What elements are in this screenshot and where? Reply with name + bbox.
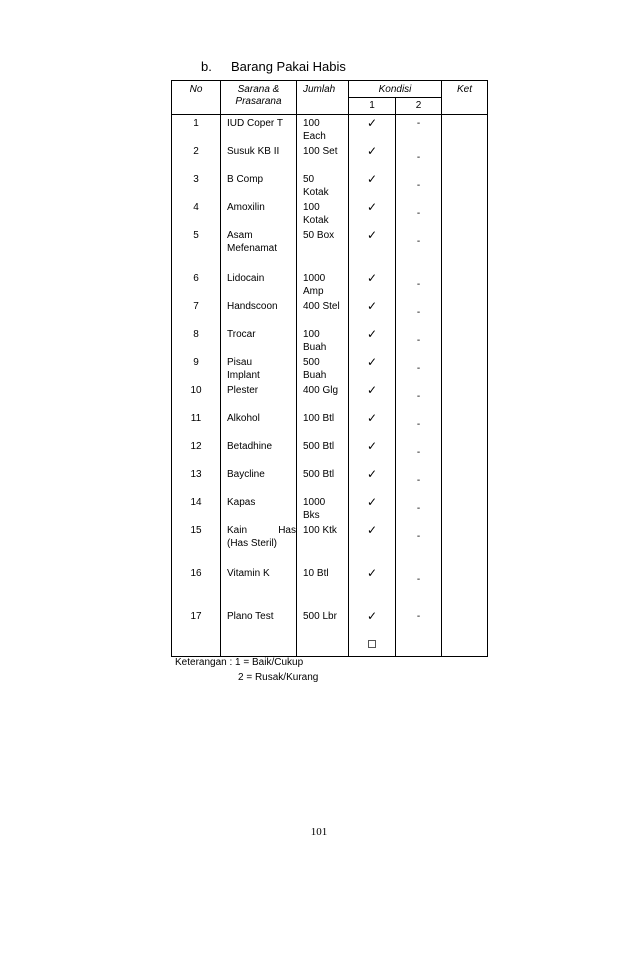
cell-sarana (221, 227, 297, 270)
cell-no: 11 (172, 410, 221, 438)
cell-sarana (221, 565, 297, 608)
cell-sarana-line: Pisau (227, 357, 253, 368)
check-icon: ✓ (349, 438, 396, 466)
cell-jumlah (297, 115, 349, 144)
cell-kondisi-2-dash: - (396, 227, 442, 270)
check-icon: ✓ (349, 466, 396, 494)
cell-sarana (221, 199, 297, 227)
cell-kondisi-2-dash: - (396, 270, 442, 298)
cell-no: 4 (172, 199, 221, 227)
cell-sarana (221, 354, 297, 382)
cell-ket (442, 438, 488, 466)
cell-ket (442, 199, 488, 227)
cell-jumlah (297, 565, 349, 608)
table-row (172, 270, 488, 298)
cell-no: 9 (172, 354, 221, 382)
cell-no: 16 (172, 565, 221, 608)
cell-jumlah-line: 500 Btl (303, 441, 335, 452)
cell-jumlah-line: Kotak (303, 215, 329, 226)
cell-empty (396, 636, 442, 656)
cell-jumlah (297, 171, 349, 199)
check-icon: ✓ (349, 270, 396, 298)
header-ket: Ket (442, 81, 488, 115)
cell-jumlah-line: 50 (303, 174, 315, 185)
cell-jumlah (297, 298, 349, 326)
cell-ket (442, 608, 488, 636)
cell-kondisi-2-dash: - (396, 410, 442, 438)
header-kondisi: Kondisi (349, 81, 442, 98)
check-icon: ✓ (349, 171, 396, 199)
cell-jumlah (297, 494, 349, 522)
cell-jumlah-line: 500 Btl (303, 469, 335, 480)
cell-kondisi-2-dash: - (396, 565, 442, 608)
cell-sarana (221, 438, 297, 466)
table-row (172, 298, 488, 326)
cell-ket (442, 115, 488, 144)
cell-ket (442, 410, 488, 438)
header-no: No (172, 81, 221, 115)
table-row (172, 354, 488, 382)
cell-kondisi-2-dash: - (396, 143, 442, 171)
cell-sarana-line: Amoxilin (227, 202, 265, 213)
cell-jumlah (297, 227, 349, 270)
cell-no: 14 (172, 494, 221, 522)
cell-jumlah-line: Buah (303, 370, 327, 381)
cell-sarana (221, 115, 297, 144)
check-icon: ✓ (349, 608, 396, 636)
table-row (172, 227, 488, 270)
cell-kondisi-2-dash: - (396, 115, 442, 144)
check-icon: ✓ (349, 354, 396, 382)
check-icon: ✓ (349, 115, 396, 144)
table-row (172, 608, 488, 636)
cell-no: 7 (172, 298, 221, 326)
cell-ket (442, 270, 488, 298)
cell-sarana-word: Has (278, 525, 296, 536)
cell-jumlah-line: 10 Btl (303, 568, 329, 579)
page-number: 101 (310, 826, 328, 838)
table-row (172, 522, 488, 565)
cell-kondisi-2-dash: - (396, 171, 442, 199)
cell-sarana (221, 494, 297, 522)
table-row (172, 466, 488, 494)
cell-jumlah-line: 1000 (303, 497, 326, 508)
cell-no: 6 (172, 270, 221, 298)
cell-no: 8 (172, 326, 221, 354)
cell-no: 13 (172, 466, 221, 494)
check-icon: ✓ (349, 199, 396, 227)
cell-sarana-line: (Has Steril) (227, 538, 278, 549)
table-row (172, 382, 488, 410)
table-row (172, 565, 488, 608)
inventory-table-body (172, 115, 488, 657)
check-icon: ✓ (349, 382, 396, 410)
cell-sarana (221, 326, 297, 354)
header-kondisi-1: 1 (349, 98, 396, 115)
cell-jumlah (297, 199, 349, 227)
cell-jumlah-line: 100 Btl (303, 413, 335, 424)
cell-sarana-line: Asam (227, 230, 253, 241)
legend (175, 655, 318, 685)
cell-ket (442, 143, 488, 171)
table-row (172, 438, 488, 466)
cell-jumlah-line: 100 Set (303, 146, 338, 157)
cell-jumlah-line: Kotak (303, 187, 329, 198)
cell-no: 15 (172, 522, 221, 565)
cell-sarana-line: B Comp (227, 174, 264, 185)
cell-jumlah-line: 400 Stel (303, 301, 340, 312)
cell-jumlah (297, 410, 349, 438)
table-row (172, 410, 488, 438)
cell-jumlah-line: 400 Glg (303, 385, 339, 396)
check-icon: ✓ (349, 326, 396, 354)
header-sarana-line2: Prasarana (235, 96, 282, 107)
cell-no: 2 (172, 143, 221, 171)
cell-jumlah-line: 100 (303, 329, 320, 340)
table-row (172, 143, 488, 171)
cell-empty (297, 636, 349, 656)
check-icon: ✓ (349, 522, 396, 565)
cell-kondisi-2-dash: - (396, 354, 442, 382)
cell-jumlah (297, 466, 349, 494)
cell-jumlah (297, 382, 349, 410)
cell-kondisi-2-dash: - (396, 382, 442, 410)
cell-kondisi-2-dash: - (396, 608, 442, 636)
cell-sarana-line: Alkohol (227, 413, 260, 424)
cell-jumlah-line: 100 (303, 202, 320, 213)
cell-kondisi-2-dash: - (396, 522, 442, 565)
cell-sarana-line: Susuk KB II (227, 146, 280, 157)
inventory-table (171, 80, 488, 657)
cell-jumlah (297, 354, 349, 382)
header-sarana-line1: Sarana & (237, 84, 280, 95)
cell-sarana (221, 270, 297, 298)
cell-jumlah-line: Amp (303, 286, 324, 297)
cell-ket (442, 494, 488, 522)
cell-jumlah (297, 438, 349, 466)
cell-no: 17 (172, 608, 221, 636)
cell-sarana-line: Baycline (227, 469, 265, 480)
check-icon: ✓ (349, 298, 396, 326)
cell-sarana-line: Plester (227, 385, 259, 396)
check-icon: ✓ (349, 565, 396, 608)
cell-kondisi-2-dash: - (396, 326, 442, 354)
cell-ket (442, 466, 488, 494)
cell-jumlah (297, 270, 349, 298)
cell-sarana (221, 466, 297, 494)
cell-sarana-line: Betadhine (227, 441, 273, 452)
cell-jumlah-line: 500 (303, 357, 320, 368)
cell-sarana (221, 608, 297, 636)
cell-kondisi-2-dash: - (396, 199, 442, 227)
cell-jumlah (297, 326, 349, 354)
cell-no: 5 (172, 227, 221, 270)
section-heading (201, 59, 346, 74)
cell-ket (442, 382, 488, 410)
cell-no: 3 (172, 171, 221, 199)
table-row (172, 326, 488, 354)
check-icon: ✓ (349, 143, 396, 171)
cell-jumlah-line: Bks (303, 510, 320, 521)
cell-jumlah (297, 522, 349, 565)
cell-sarana (221, 143, 297, 171)
cell-sarana-line: Plano Test (227, 611, 274, 622)
empty-box-icon-shape (368, 640, 376, 648)
cell-sarana-line: IUD Coper T (227, 118, 283, 129)
cell-sarana-justified (227, 524, 296, 537)
section-letter: b. (201, 59, 212, 74)
header-kondisi-2: 2 (396, 98, 442, 115)
check-icon: ✓ (349, 227, 396, 270)
cell-sarana (221, 171, 297, 199)
cell-jumlah-line: 500 Lbr (303, 611, 337, 622)
cell-no: 1 (172, 115, 221, 144)
cell-no: 10 (172, 382, 221, 410)
check-icon: ✓ (349, 410, 396, 438)
cell-jumlah-line: 100 Ktk (303, 525, 337, 536)
cell-ket (442, 227, 488, 270)
cell-sarana-line: Kapas (227, 497, 256, 508)
cell-jumlah (297, 608, 349, 636)
cell-sarana-line: Vitamin K (227, 568, 270, 579)
cell-ket (442, 298, 488, 326)
table-row (172, 199, 488, 227)
cell-ket (442, 171, 488, 199)
cell-sarana-line: Lidocain (227, 273, 265, 284)
header-jumlah: Jumlah (297, 81, 349, 115)
cell-jumlah (297, 143, 349, 171)
cell-jumlah-line: 1000 (303, 273, 326, 284)
cell-ket (442, 354, 488, 382)
cell-jumlah-line: 100 (303, 118, 320, 129)
check-icon: ✓ (349, 494, 396, 522)
section-title: Barang Pakai Habis (231, 59, 346, 74)
header-sarana (221, 81, 297, 115)
legend-line-1: Keterangan : 1 = Baik/Cukup (175, 657, 304, 668)
cell-sarana-word: Kain (227, 525, 248, 536)
cell-kondisi-2-dash: - (396, 466, 442, 494)
table-row (172, 171, 488, 199)
cell-empty (442, 636, 488, 656)
cell-jumlah-line: Buah (303, 342, 327, 353)
table-row-empty (172, 636, 488, 656)
cell-sarana (221, 298, 297, 326)
cell-sarana (221, 522, 297, 565)
cell-jumlah-line: 50 Box (303, 230, 335, 241)
cell-kondisi-2-dash: - (396, 438, 442, 466)
cell-empty (221, 636, 297, 656)
cell-empty (172, 636, 221, 656)
cell-ket (442, 522, 488, 565)
cell-sarana-line: Mefenamat (227, 243, 278, 254)
cell-kondisi-2-dash: - (396, 298, 442, 326)
cell-sarana (221, 410, 297, 438)
table-row (172, 494, 488, 522)
empty-box-icon (349, 636, 396, 656)
cell-ket (442, 326, 488, 354)
cell-sarana-line: Implant (227, 370, 260, 381)
cell-sarana (221, 382, 297, 410)
table-row (172, 115, 488, 144)
cell-sarana-line: Trocar (227, 329, 256, 340)
cell-ket (442, 565, 488, 608)
legend-line-2: 2 = Rusak/Kurang (238, 672, 319, 683)
cell-jumlah-line: Each (303, 131, 326, 142)
cell-kondisi-2-dash: - (396, 494, 442, 522)
cell-sarana-line: Handscoon (227, 301, 278, 312)
cell-no: 12 (172, 438, 221, 466)
